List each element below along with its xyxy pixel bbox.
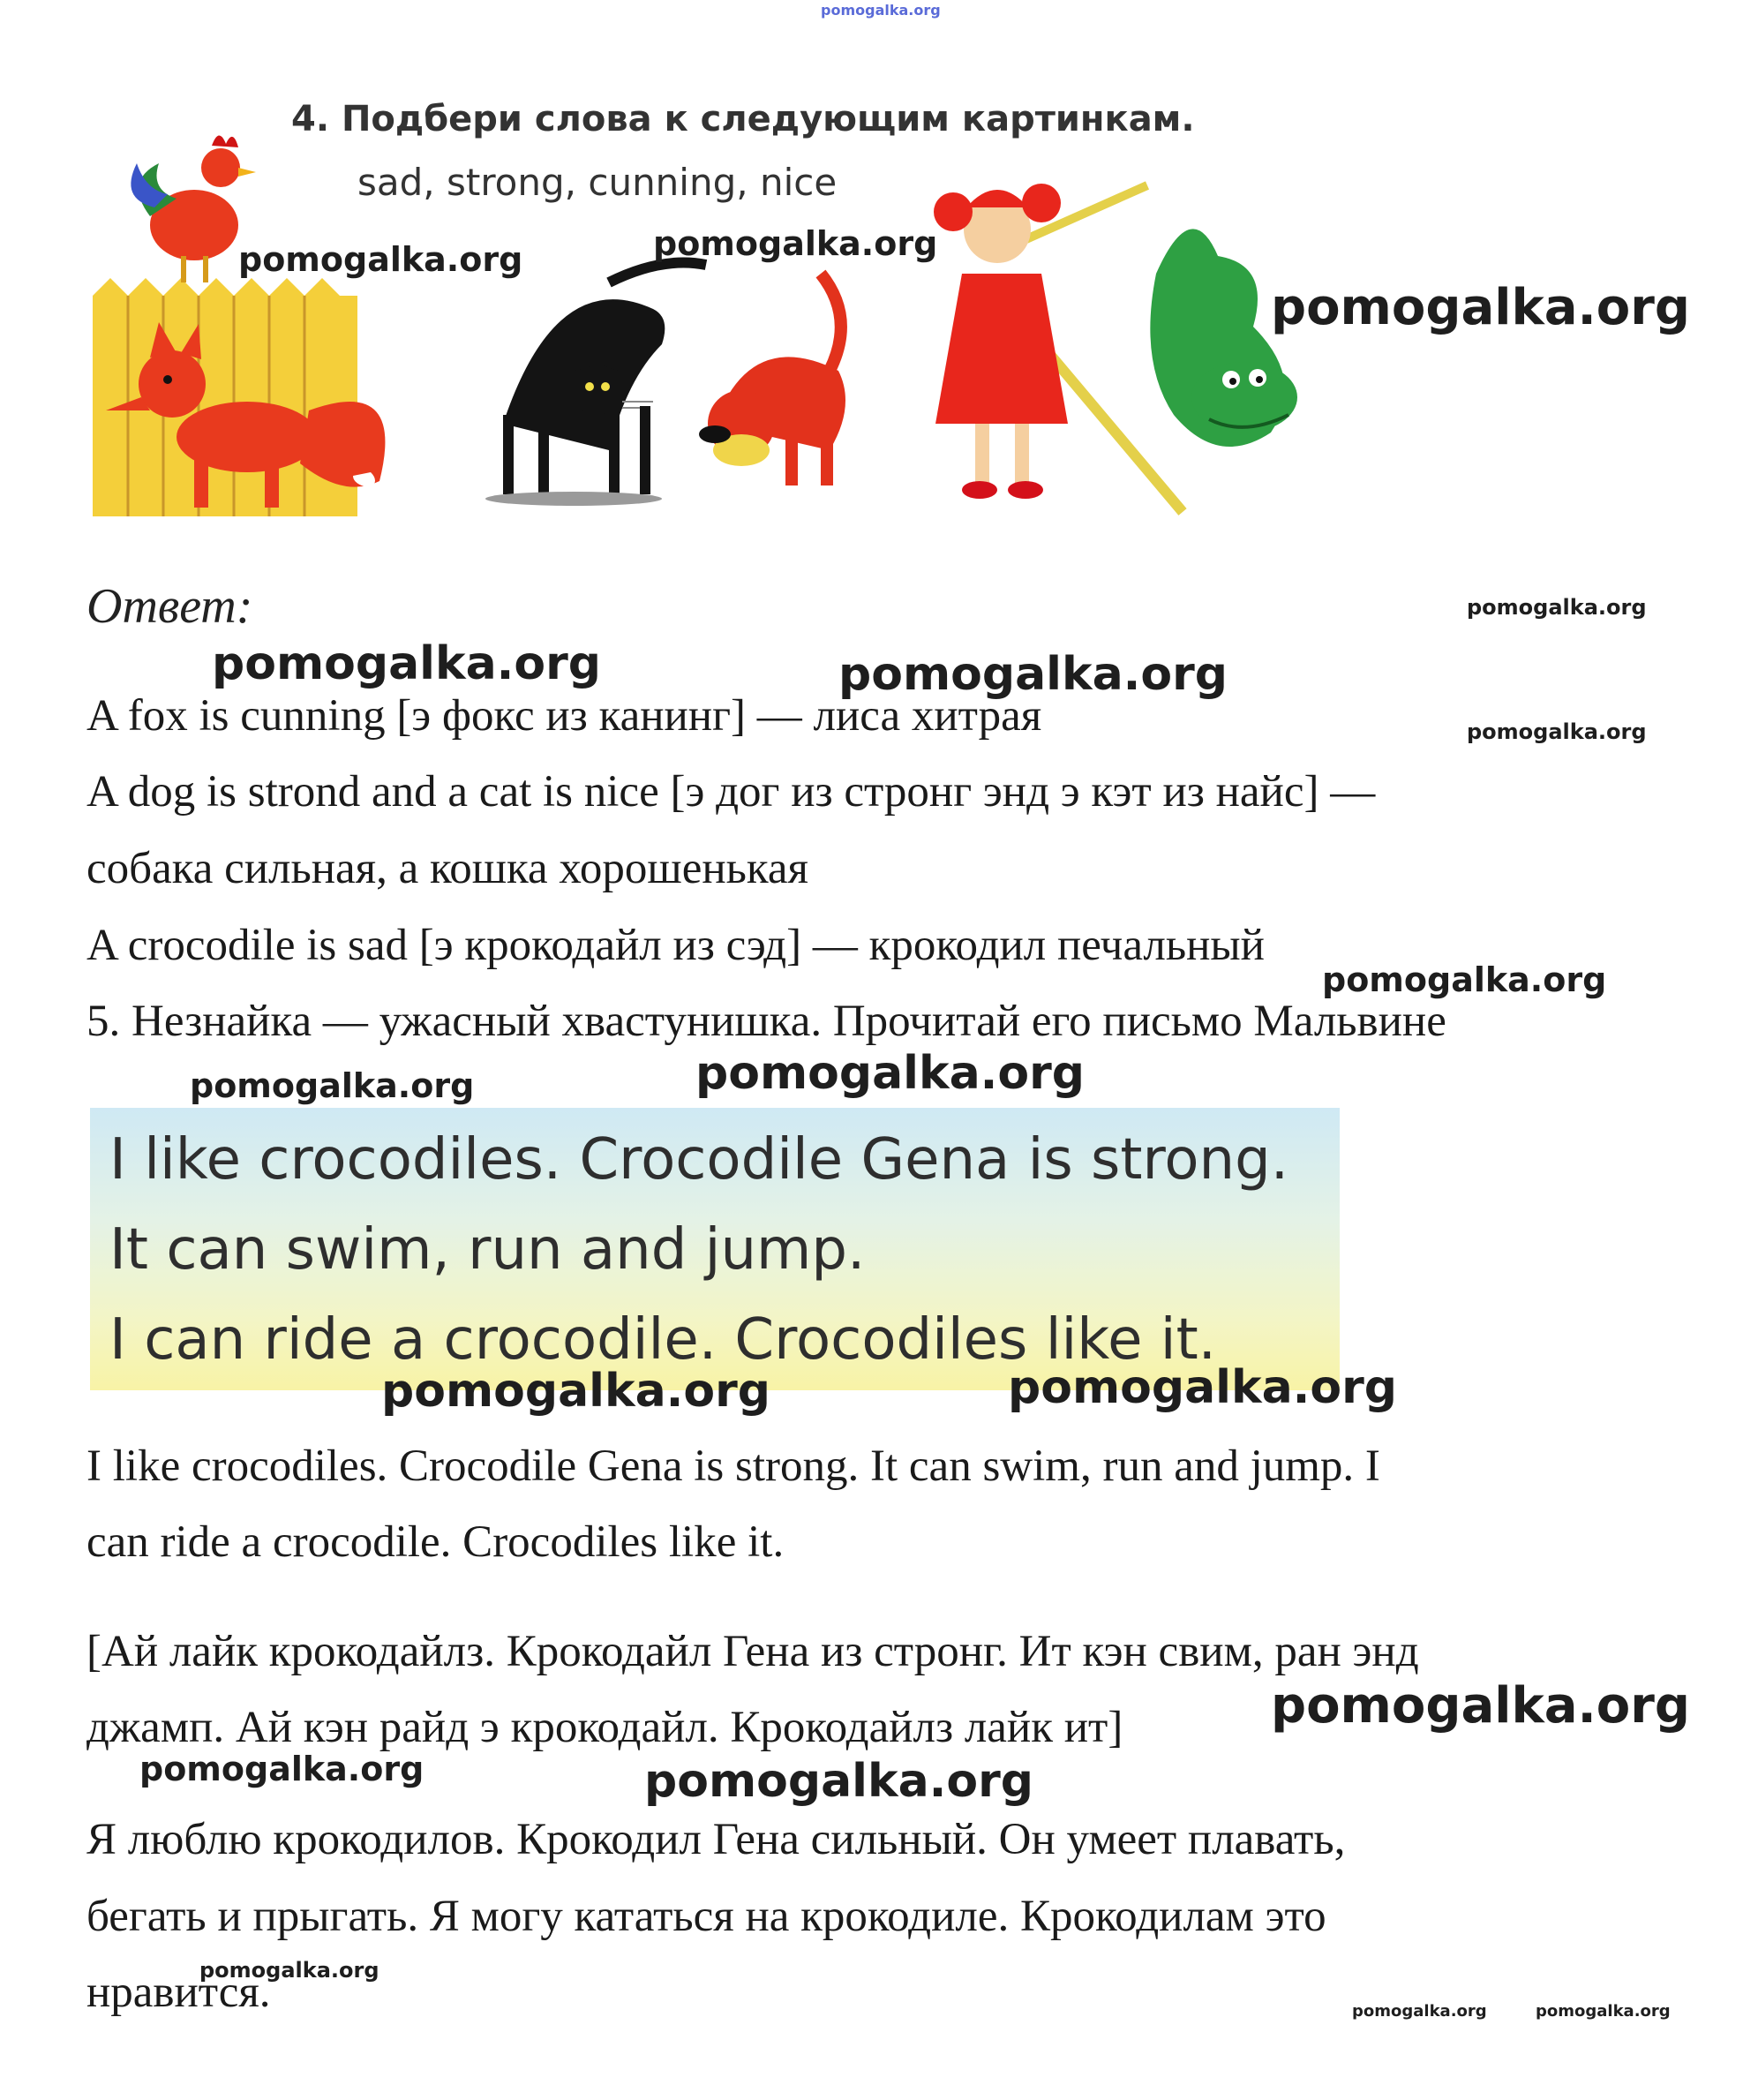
task-4-title: 4. Подбери слова к следующим картинкам. — [291, 99, 1195, 139]
answer-line: A fox is cunning [э фокс из канинг] — лиса хитрая — [86, 691, 1042, 741]
watermark: pomogalka.org — [1467, 719, 1647, 744]
watermark: pomogalka.org — [1467, 595, 1647, 620]
transcription-line: джамп. Ай кэн райд э крокодайл. Крокодайлз лайк ит] — [86, 1703, 1123, 1752]
english-line: can ride a crocodile. Crocodiles like it. — [86, 1517, 785, 1567]
task-5-heading: 5. Незнайка — ужасный хвастунишка. Прочитай его письмо Мальвине — [86, 997, 1446, 1046]
rooster — [131, 135, 256, 282]
watermark: pomogalka.org — [1322, 960, 1607, 999]
fence — [93, 278, 357, 516]
answer-line: A crocodile is sad [э крокодайл из сэд] — крокодил печальный — [86, 921, 1265, 970]
fox-fence-illustration — [88, 119, 406, 525]
watermark: pomogalka.org — [139, 1750, 424, 1788]
cat-dog-illustration — [477, 247, 883, 512]
crocodile — [1150, 229, 1297, 447]
watermark: pomogalka.org — [212, 637, 602, 690]
letter-line: I like crocodiles. Crocodile Gena is strong. — [109, 1127, 1289, 1193]
cat — [485, 263, 706, 507]
watermark: pomogalka.org — [238, 240, 523, 279]
russian-line: Я люблю крокодилов. Крокодил Гена сильный. Он умеет плавать, — [86, 1815, 1346, 1864]
task-4-word-list: sad, strong, cunning, nice — [357, 161, 838, 204]
answer-label: Ответ: — [86, 579, 253, 634]
dog — [699, 274, 845, 485]
watermark: pomogalka.org — [695, 1047, 1086, 1100]
letter-line: It can swim, run and jump. — [109, 1217, 866, 1283]
watermark: pomogalka.org — [381, 1365, 771, 1418]
watermark: pomogalka.org — [653, 224, 938, 263]
watermark: pomogalka.org — [190, 1066, 475, 1105]
answer-line: собака сильная, а кошка хорошенькая — [86, 844, 808, 893]
letter-banner — [90, 1108, 1340, 1390]
watermark-top: pomogalka.org — [821, 2, 941, 19]
watermark: pomogalka.org — [199, 1958, 379, 1983]
girl-crocodile-illustration — [927, 177, 1341, 521]
watermark: pomogalka.org — [1352, 2002, 1487, 2021]
answer-line: A dog is strond and a cat is nice [э дог из стронг энд э кэт из найс] — — [86, 767, 1376, 817]
watermark: pomogalka.org — [1271, 279, 1690, 336]
watermark: pomogalka.org — [1008, 1361, 1398, 1414]
watermark: pomogalka.org — [1271, 1677, 1690, 1735]
letter-line: I can ride a crocodile. Crocodiles like it. — [109, 1307, 1216, 1373]
russian-line: бегать и прыгать. Я могу кататься на крокодиле. Крокодилам это — [86, 1892, 1326, 1941]
russian-line: нравится. — [86, 1968, 271, 2017]
watermark: pomogalka.org — [644, 1755, 1034, 1808]
english-line: I like crocodiles. Crocodile Gena is strong. It can swim, run and jump. I — [86, 1441, 1380, 1491]
watermark: pomogalka.org — [1536, 2002, 1671, 2021]
watermark: pomogalka.org — [838, 648, 1228, 701]
transcription-line: [Ай лайк крокодайлз. Крокодайл Гена из стронг. Ит кэн свим, ран энд — [86, 1627, 1419, 1676]
